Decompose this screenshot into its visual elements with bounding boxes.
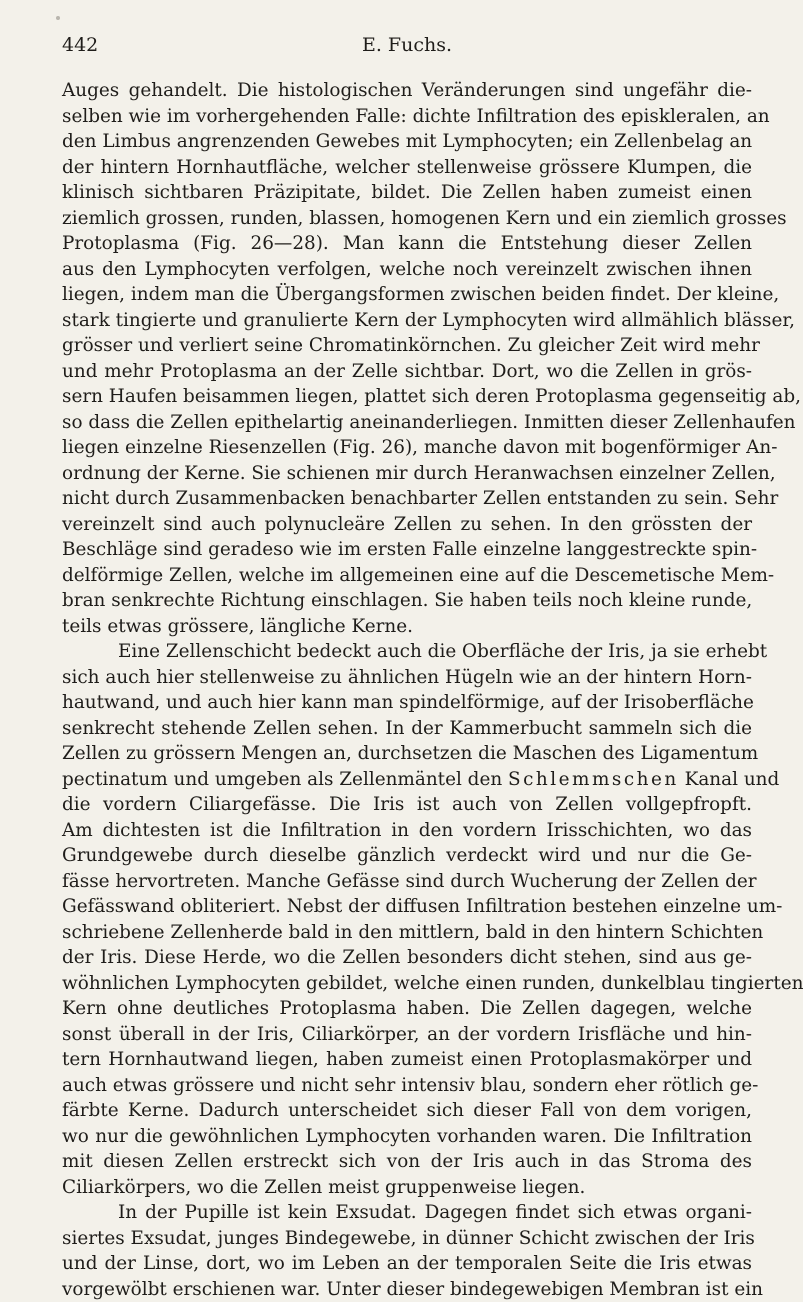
text-line: Grundgewebe durch dieselbe gänzlich verdeckt wird und nur die Ge- <box>62 843 752 869</box>
text-line: pectinatum und umgeben als Zellenmäntel den Schlemmschen Kanal und <box>62 767 752 793</box>
paper-speck <box>56 16 60 20</box>
text-line: klinisch sichtbaren Präzipitate, bildet. Die Zellen haben zumeist einen <box>62 180 752 206</box>
text-line: ziemlich grossen, runden, blassen, homogenen Kern und ein ziemlich grosses <box>62 206 752 232</box>
text-line: auch etwas grössere und nicht sehr intensiv blau, sondern eher rötlich ge- <box>62 1073 752 1099</box>
text-line: der Iris. Diese Herde, wo die Zellen besonders dicht stehen, sind aus ge- <box>62 945 752 971</box>
text-line: die vordern Ciliargefässe. Die Iris ist auch von Zellen vollgepfropft. <box>62 792 752 818</box>
text-line: und der Linse, dort, wo im Leben an der temporalen Seite die Iris etwas <box>62 1251 752 1277</box>
text-line: Ciliarkörpers, wo die Zellen meist gruppenweise liegen. <box>62 1175 752 1201</box>
text-line: liegen, indem man die Übergangsformen zwischen beiden findet. Der kleine, <box>62 282 752 308</box>
page-header <box>62 34 752 60</box>
text-line: hautwand, und auch hier kann man spindelförmige, auf der Irisoberfläche <box>62 690 752 716</box>
text-line: siertes Exsudat, junges Bindegewebe, in dünner Schicht zwischen der Iris <box>62 1226 752 1252</box>
text-line: tern Hornhautwand liegen, haben zumeist einen Protoplasmakörper und <box>62 1047 752 1073</box>
text-line: Beschläge sind geradeso wie im ersten Falle einzelne langgestreckte spin- <box>62 537 752 563</box>
text-line: liegen einzelne Riesenzellen (Fig. 26), manche davon mit bogenförmiger An- <box>62 435 752 461</box>
text-line: so dass die Zellen epithelartig aneinanderliegen. Inmitten dieser Zellenhaufen <box>62 410 752 436</box>
text-line: sich auch hier stellenweise zu ähnlichen Hügeln wie an der hintern Horn- <box>62 665 752 691</box>
text-line: In der Pupille ist kein Exsudat. Dagegen findet sich etwas organi- <box>62 1200 752 1226</box>
text-line: ordnung der Kerne. Sie schienen mir durch Heranwachsen einzelner Zellen, <box>62 461 752 487</box>
text-line: bran senkrechte Richtung einschlagen. Sie haben teils noch kleine runde, <box>62 588 752 614</box>
text-line: färbte Kerne. Dadurch unterscheidet sich dieser Fall von dem vorigen, <box>62 1098 752 1124</box>
spaced-name: Schlemmschen <box>508 769 679 790</box>
body-text <box>62 78 752 1302</box>
text-line: teils etwas grössere, längliche Kerne. <box>62 614 752 640</box>
text-line: mit diesen Zellen erstreckt sich von der Iris auch in das Stroma des <box>62 1149 752 1175</box>
text-line: grösser und verliert seine Chromatinkörnchen. Zu gleicher Zeit wird mehr <box>62 333 752 359</box>
text-line: den Limbus angrenzenden Gewebes mit Lymphocyten; ein Zellenbelag an <box>62 129 752 155</box>
text-line: selben wie im vorhergehenden Falle: dichte Infiltration des episkleralen, an <box>62 104 752 130</box>
text-line: schriebene Zellenherde bald in den mittlern, bald in den hintern Schichten <box>62 920 752 946</box>
text-line: Kern ohne deutliches Protoplasma haben. Die Zellen dagegen, welche <box>62 996 752 1022</box>
text-line: und mehr Protoplasma an der Zelle sichtbar. Dort, wo die Zellen in grös- <box>62 359 752 385</box>
text-line: sern Haufen beisammen liegen, plattet sich deren Protoplasma gegenseitig ab, <box>62 384 752 410</box>
text-line: Am dichtesten ist die Infiltration in den vordern Irisschichten, wo das <box>62 818 752 844</box>
text-line: Zellen zu grössern Mengen an, durchsetzen die Maschen des Ligamentum <box>62 741 752 767</box>
text-line: Eine Zellenschicht bedeckt auch die Oberfläche der Iris, ja sie erhebt <box>62 639 752 665</box>
text-line: aus den Lymphocyten verfolgen, welche noch vereinzelt zwischen ihnen <box>62 257 752 283</box>
text-line: senkrecht stehende Zellen sehen. In der Kammerbucht sammeln sich die <box>62 716 752 742</box>
text-line: delförmige Zellen, welche im allgemeinen eine auf die Descemetische Mem- <box>62 563 752 589</box>
page-number: 442 <box>62 34 98 56</box>
text-line: Gefässwand obliteriert. Nebst der diffusen Infiltration bestehen einzelne um- <box>62 894 752 920</box>
text-line: nicht durch Zusammenbacken benachbarter Zellen entstanden zu sein. Sehr <box>62 486 752 512</box>
text-line: wöhnlichen Lymphocyten gebildet, welche einen runden, dunkelblau tingierten <box>62 971 752 997</box>
running-head: E. Fuchs. <box>62 34 752 56</box>
text-line: Protoplasma (Fig. 26—28). Man kann die Entstehung dieser Zellen <box>62 231 752 257</box>
text-line: vorgewölbt erschienen war. Unter dieser bindegewebigen Membran ist ein <box>62 1277 752 1302</box>
text-line: fässe hervortreten. Manche Gefässe sind durch Wucherung der Zellen der <box>62 869 752 895</box>
text-line: der hintern Hornhautfläche, welcher stellenweise grössere Klumpen, die <box>62 155 752 181</box>
text-line: vereinzelt sind auch polynucleäre Zellen zu sehen. In den grössten der <box>62 512 752 538</box>
text-line: wo nur die gewöhnlichen Lymphocyten vorhanden waren. Die Infiltration <box>62 1124 752 1150</box>
text-line: Auges gehandelt. Die histologischen Veränderungen sind ungefähr die- <box>62 78 752 104</box>
text-line: stark tingierte und granulierte Kern der Lymphocyten wird allmählich blässer, <box>62 308 752 334</box>
text-line: sonst überall in der Iris, Ciliarkörper, an der vordern Irisfläche und hin- <box>62 1022 752 1048</box>
